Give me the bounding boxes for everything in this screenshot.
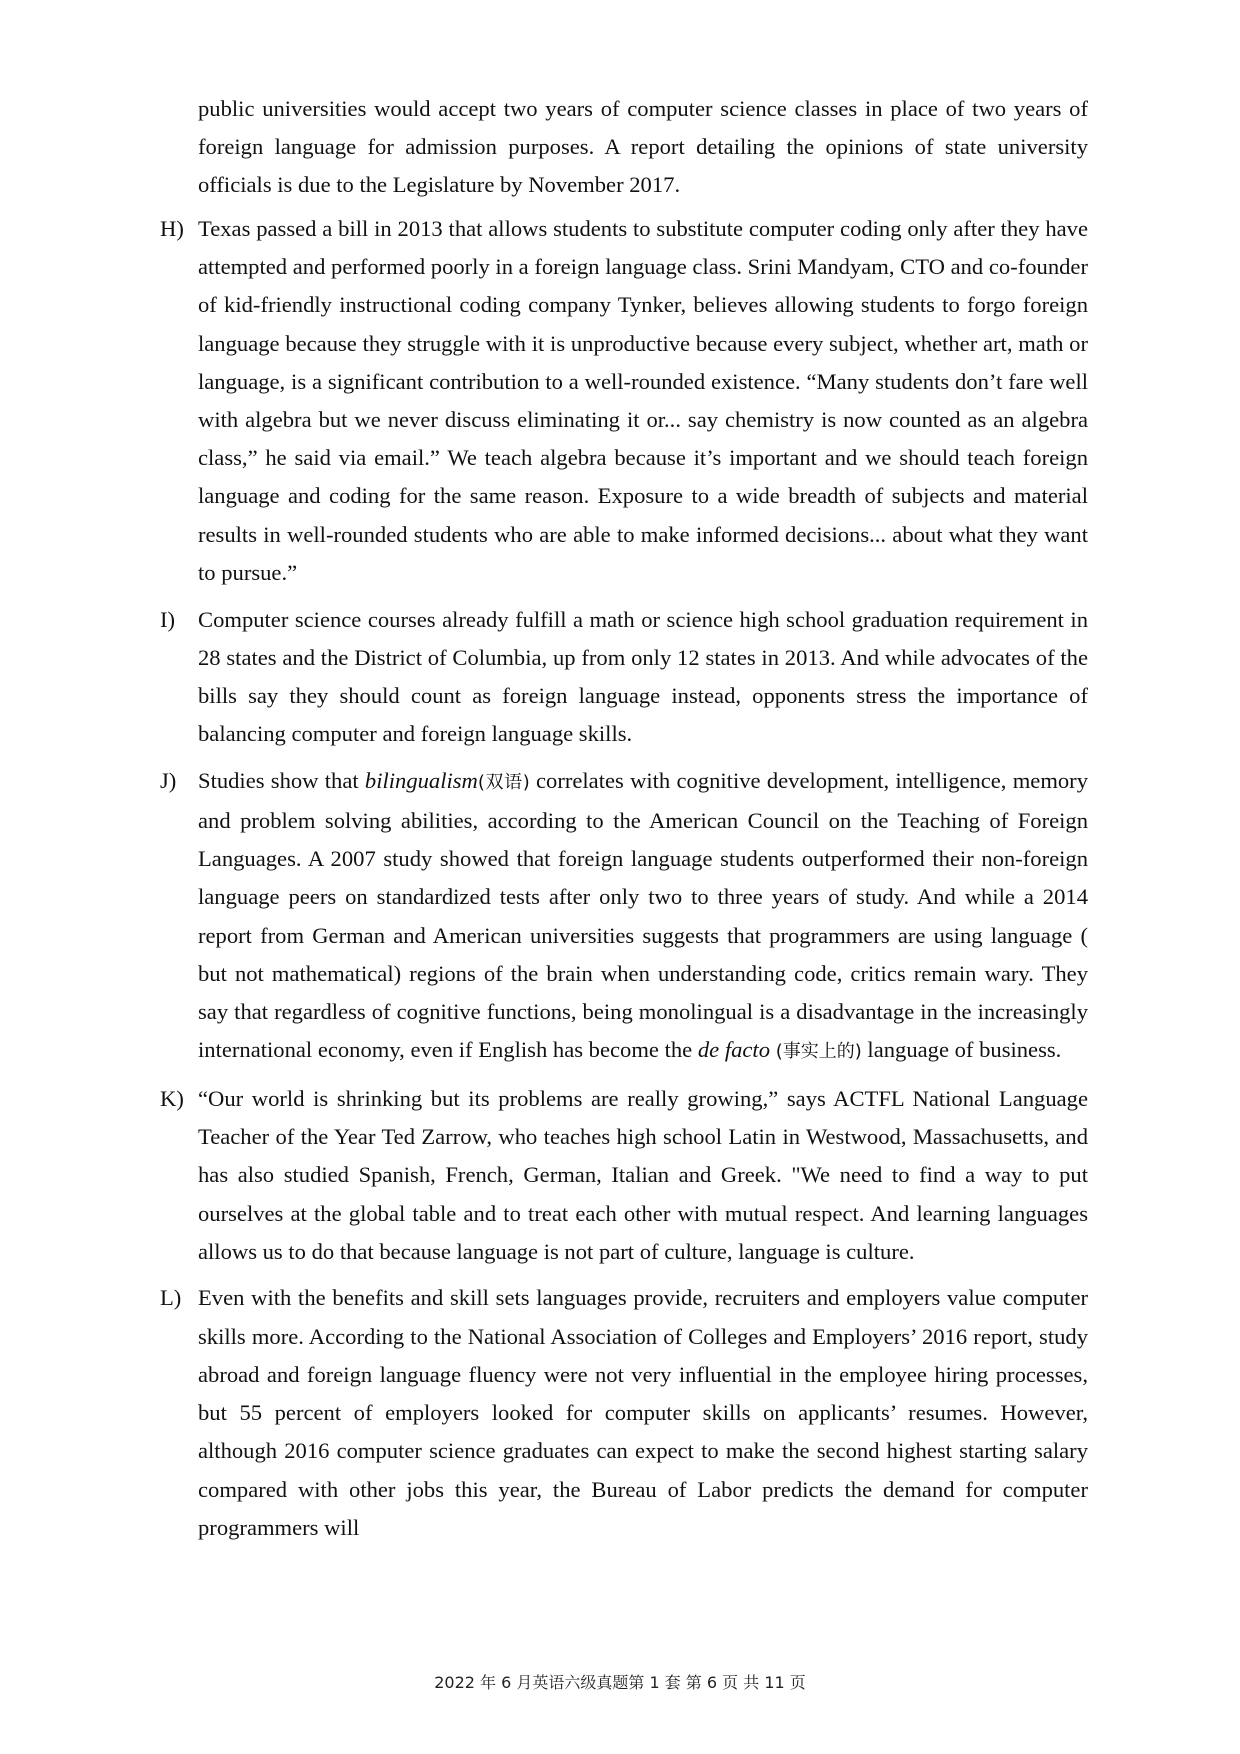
page-footer: 2022 年 6 月英语六级真题第 1 套 第 6 页 共 11 页 [434,1673,806,1692]
paragraph-text [198,768,1088,1062]
paragraph-h [160,210,1088,592]
paragraph-text: Texas passed a bill in 2013 that allows students to substitute computer coding only after they have attempted and performed poorly in a foreign language class. Srini Mandyam, CTO and co-founder of kid-friendly instructional coding company Tynker, believes allowing students to forgo foreign language because they struggle with it is unproductive because every subject, whether art, math or language, is a significant contribution to a well-rounded existence. “Many students don’t fare well with algebra but we never discuss eliminating it or... say chemistry is now counted as an algebra class,” he said via email.” We teach algebra because it’s important and we should teach foreign language and coding for the same reason. Exposure to a wide breadth of subjects and material results in well-rounded students who are able to make informed decisions... about what they want to pursue.” [198,216,1088,585]
paragraph-j [160,762,1088,1072]
italic-term: bilingualism [364,767,478,793]
italic-term: de facto [697,1037,770,1063]
continued-paragraph-text: public universities would accept two years of computer science classes in place of two years of foreign language for admission purposes. A report detailing the opinions of state university officials is due to the Legislature by November 2017. [198,96,1088,198]
text-segment: language of business. [861,1037,1062,1063]
paragraph-list [160,210,1088,1555]
paragraph-label: K) [160,1085,184,1111]
paragraph-label: H) [160,216,184,241]
paragraph-text: “Our world is shrinking but its problems are really growing,” says ACTFL National Language Teacher of the Year Ted Zarrow, who teaches high school Latin in Westwood, Massachusetts, and has also studied Spanish, French, German, Italian and Greek. "We need to find a way to put ourselves at the global table and to treat each other with mutual respect. And learning languages allows us to do that because language is not part of culture, language is culture. [198,1085,1088,1264]
paragraph-label: I) [160,606,176,632]
paragraph-label: L) [160,1285,182,1311]
paragraph-k [160,1080,1088,1271]
chinese-gloss: (双语) [477,771,530,793]
continued-paragraph [198,90,1088,205]
text-segment: Studies show that [198,767,365,793]
text-segment: correlates with cognitive development, intelligence, memory and problem solving abilities, according to the American Council on the Teaching of Foreign Languages. A 2007 study showed that foreign language students outperformed their non-foreign language peers on standardized tests after only two to three years of study. And while a 2014 report from German and American universities suggests that programmers are using language ( but not mathematical) regions of the brain when understanding code, critics remain wary. They say that regardless of cognitive functions, being monolingual is a disadvantage in the increasingly international economy, even if English has become the [198,767,1089,1063]
paragraph-i [160,601,1088,754]
paragraph-label: J) [160,767,177,793]
paragraph-l [160,1279,1088,1546]
chinese-gloss: (事实上的) [770,1041,862,1063]
paragraph-text: Computer science courses already fulfill a math or science high school graduation requirement in 28 states and the District of Columbia, up from only 12 states in 2013. And while advocates of the bills say they should count as foreign language instead, opponents stress the importance of balancing computer and foreign language skills. [198,606,1088,747]
paragraph-text: Even with the benefits and skill sets languages provide, recruiters and employers value computer skills more. According to the National Association of Colleges and Employers’ 2016 report, study abroad and foreign language fluency were not very influential in the employee hiring processes, but 55 percent of employers looked for computer skills on applicants’ resumes. However, although 2016 computer science graduates can expect to make the second highest starting salary compared with other jobs this year, the Bureau of Labor predicts the demand for computer programmers will [198,1285,1088,1540]
